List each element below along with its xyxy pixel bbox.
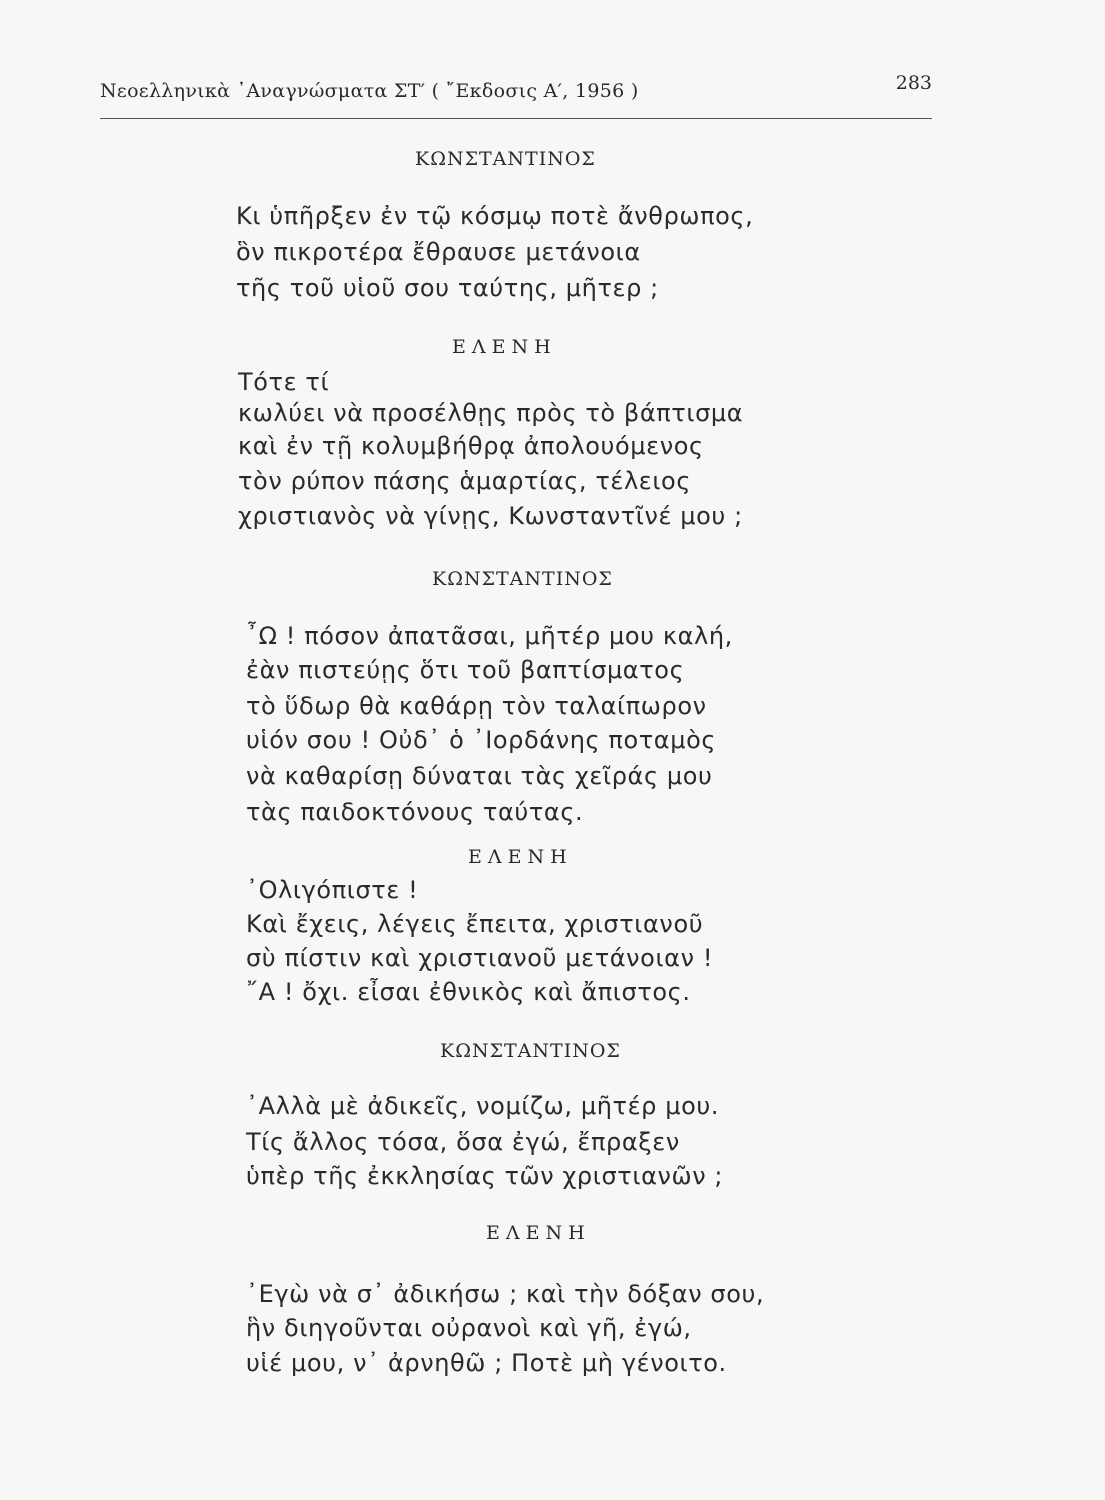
speaker-name: ΚΩΝΣΤΑΝΤΙΝΟΣ bbox=[415, 148, 596, 170]
verse-line: ὑπὲρ τῆς ἐκκλησίας τῶν χριστιανῶν ; bbox=[246, 1162, 724, 1190]
running-header-title: Νεοελληνικὰ ᾽Αναγνώσματα ΣΤ′ ( ῎Εκδοσις Α′, 1956 ) bbox=[100, 80, 639, 102]
verse-line: υἱόν σου ! Οὐδ᾽ ὁ ᾽Ιορδάνης ποταμὸς bbox=[246, 726, 717, 754]
verse-line: ᾽Εγὼ νὰ σ᾽ ἀδικήσω ; καὶ τὴν δόξαν σου, bbox=[246, 1280, 765, 1308]
page-number: 283 bbox=[895, 72, 932, 94]
verse-line: ῎Α ! ὄχι. εἶσαι ἐθνικὸς καὶ ἄπιστος. bbox=[246, 978, 691, 1006]
verse-line: νὰ καθαρίσῃ δύναται τὰς χεῖράς μου bbox=[246, 762, 713, 790]
verse-line: ῏Ω ! πόσον ἀπατᾶσαι, μῆτέρ μου καλή, bbox=[246, 622, 733, 650]
verse-line: Τότε τί bbox=[238, 368, 330, 396]
speaker-name: ΚΩΝΣΤΑΝΤΙΝΟΣ bbox=[432, 568, 613, 590]
verse-line: ἐὰν πιστεύῃς ὅτι τοῦ βαπτίσματος bbox=[246, 656, 685, 684]
speaker-name: ΕΛΕΝΗ bbox=[468, 846, 573, 868]
verse-line: ᾽Αλλὰ μὲ ἀδικεῖς, νομίζω, μῆτέρ μου. bbox=[246, 1092, 720, 1120]
verse-line: ᾽Ολιγόπιστε ! bbox=[246, 876, 419, 904]
verse-line: κωλύει νὰ προσέλθῃς πρὸς τὸ βάπτισμα bbox=[238, 399, 744, 427]
header-rule bbox=[100, 118, 932, 119]
verse-line: Καὶ ἔχεις, λέγεις ἔπειτα, χριστιανοῦ bbox=[246, 910, 704, 938]
verse-line: τὸν ρύπον πάσης ἁμαρτίας, τέλειος bbox=[238, 467, 692, 495]
verse-line: τῆς τοῦ υἱοῦ σου ταύτης, μῆτερ ; bbox=[236, 274, 659, 302]
verse-line: τὸ ὕδωρ θὰ καθάρῃ τὸν ταλαίπωρον bbox=[246, 692, 707, 720]
page-header bbox=[100, 70, 932, 122]
verse-line: σὺ πίστιν καὶ χριστιανοῦ μετάνοιαν ! bbox=[246, 944, 714, 972]
speaker-name: ΚΩΝΣΤΑΝΤΙΝΟΣ bbox=[440, 1040, 621, 1062]
verse-line: καὶ ἐν τῇ κολυμβήθρᾳ ἀπολουόμενος bbox=[238, 432, 704, 460]
speaker-name: ΕΛΕΝΗ bbox=[452, 336, 557, 358]
verse-line: ἣν διηγοῦνται οὐρανοὶ καὶ γῆ, ἐγώ, bbox=[246, 1314, 692, 1342]
verse-line: τὰς παιδοκτόνους ταύτας. bbox=[246, 798, 584, 826]
verse-line: υἱέ μου, ν᾽ ἀρνηθῶ ; Ποτὲ μὴ γένοιτο. bbox=[246, 1349, 727, 1377]
verse-line: χριστιανὸς νὰ γίνῃς, Κωνσταντῖνέ μου ; bbox=[238, 502, 743, 530]
speaker-name: ΕΛΕΝΗ bbox=[486, 1222, 591, 1244]
verse-line: ὃν πικροτέρα ἔθραυσε μετάνοια bbox=[236, 238, 641, 266]
verse-line: Τίς ἄλλος τόσα, ὅσα ἐγώ, ἔπραξεν bbox=[246, 1128, 680, 1156]
verse-line: Κι ὑπῆρξεν ἐν τῷ κόσμῳ ποτὲ ἄνθρωπος, bbox=[236, 202, 754, 230]
